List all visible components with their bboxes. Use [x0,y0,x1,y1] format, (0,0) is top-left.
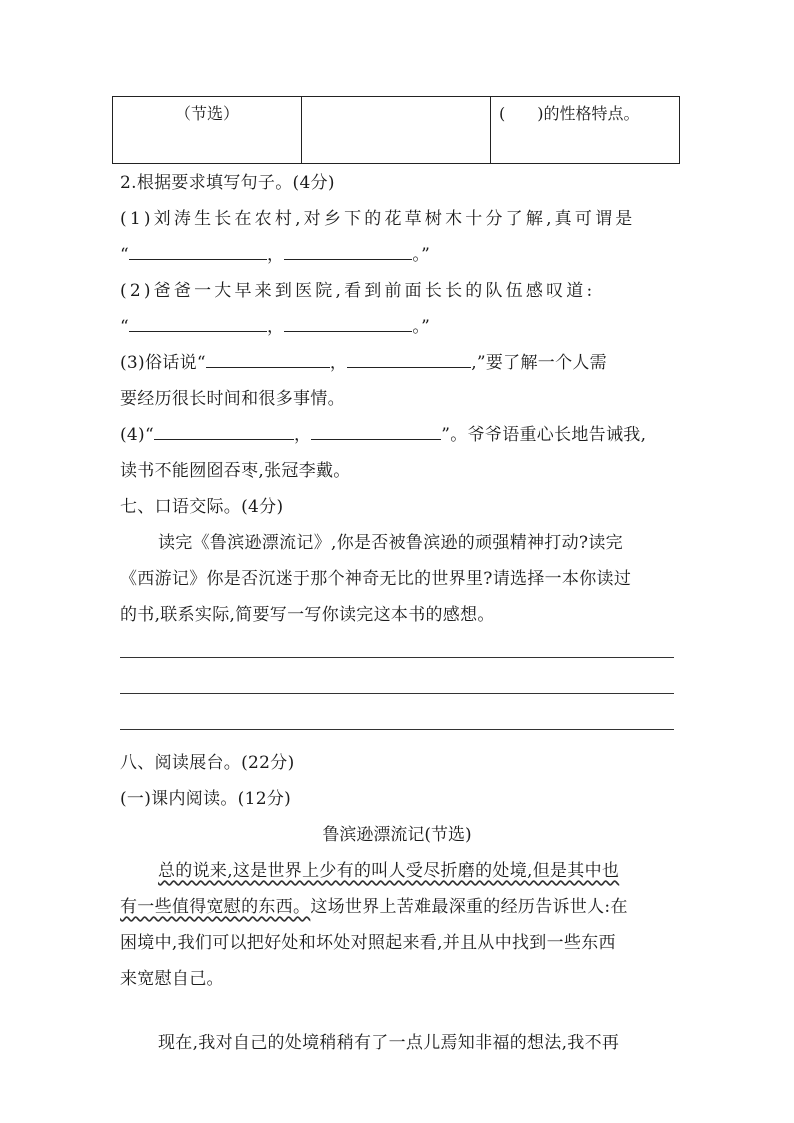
q7-para-line2: 《西游记》你是否沉迷于那个神奇无比的世界里?请选择一本你读过 [120,569,632,589]
q2-s3-line2: 要经历很长时间和很多事情。 [120,389,345,409]
q2-s4-line2: 读书不能囫囵吞枣,张冠李戴。 [120,461,351,481]
trait-paren-blank[interactable]: ( ) [499,104,544,123]
passage-line2 [120,892,628,917]
passage-title: 鲁滨逊漂流记(节选) [322,825,472,845]
table-cell-blank[interactable] [302,97,491,164]
passage-line1 [158,856,619,881]
fill-blank[interactable] [284,243,412,260]
fill-blank[interactable] [347,351,471,368]
answer-table [112,96,680,164]
close-quote: 。” [412,317,431,337]
table-cell-excerpt: （节选） [113,97,302,164]
q2-s3-line1 [120,348,607,373]
comma: ， [329,353,348,373]
fill-blank[interactable] [311,423,441,440]
q2-s2-text: (2)爸爸一大早来到医院,看到前面长长的队伍感叹道: [120,281,596,301]
trait-text: 的性格特点。 [543,104,640,123]
q2-s1-blanks [120,240,430,265]
table-cell-trait [491,97,680,164]
answer-line-2[interactable] [120,693,674,694]
s3-suffix: ,”要了解一个人需 [471,353,607,373]
q7-para-line1: 读完《鲁滨逊漂流记》,你是否被鲁滨逊的顽强精神打动?读完 [158,533,623,553]
s4-prefix: (4)“ [120,425,154,445]
fill-blank[interactable] [284,315,412,332]
s4-suffix: ”。爷爷语重心长地告诫我, [441,425,647,445]
underlined-sentence-part2: 有一些值得宽慰的东西。 [120,897,311,917]
passage-text: 这场世界上苦难最深重的经历告诉世人:在 [310,897,628,917]
fill-blank[interactable] [154,423,294,440]
fill-blank[interactable] [206,351,330,368]
q2-s2-blanks [120,312,430,337]
answer-line-3[interactable] [120,729,674,730]
q7-title: 七、口语交际。(4分) [120,497,284,517]
answer-line-1[interactable] [120,657,674,658]
q2-s4-line1 [120,420,646,445]
comma: ， [267,317,285,337]
fill-blank[interactable] [129,315,267,332]
passage-line3: 困境中,我们可以把好处和坏处对照起来看,并且从中找到一些东西 [120,933,616,953]
open-quote: “ [120,317,129,337]
q8-subtitle: (一)课内阅读。(12分) [120,789,292,809]
close-quote: 。” [412,245,431,265]
open-quote: “ [120,245,129,265]
comma: ， [267,245,285,265]
comma: ， [293,425,312,445]
table-row [113,97,680,164]
passage-line4: 来宽慰自己。 [120,969,224,989]
q8-title: 八、阅读展台。(22分) [120,753,295,773]
q2-title: 2.根据要求填写句子。(4分) [120,173,335,193]
q7-para-line3: 的书,联系实际,简要写一写你读完这本书的感想。 [120,605,495,625]
fill-blank[interactable] [129,243,267,260]
passage-line5: 现在,我对自己的处境稍稍有了一点儿焉知非福的想法,我不再 [158,1033,620,1053]
q2-s1-text: (1)刘涛生长在农村,对乡下的花草树木十分了解,真可谓是 [120,209,636,229]
underlined-sentence-part1: 总的说来,这是世界上少有的叫人受尽折磨的处境,但是其中也 [158,861,620,881]
s3-prefix: (3)俗话说“ [120,353,206,373]
